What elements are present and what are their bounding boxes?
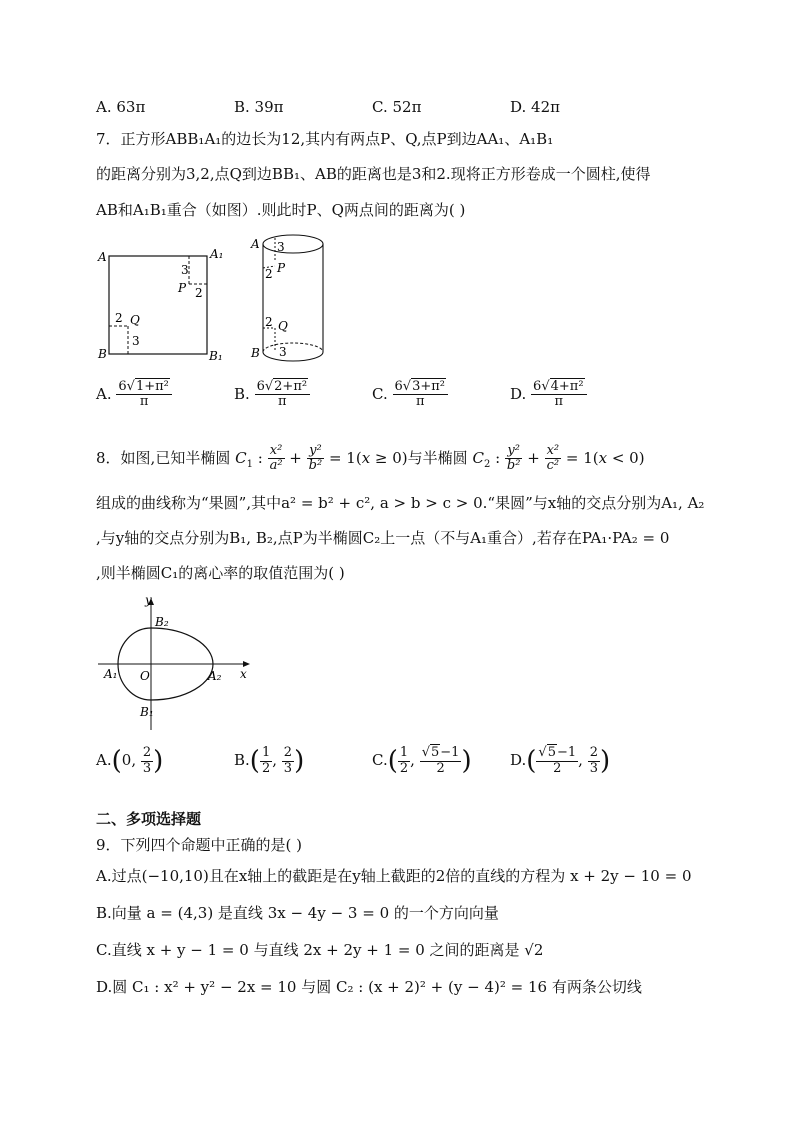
cyl-label-A: A	[251, 237, 260, 251]
q7-option-c: C. $\frac{\text{6√3+π²}}{\pi}$	[372, 380, 448, 410]
q8-option-c: C.( $\frac{1}{2}$ , $\frac{√5-1}{2}$ )	[372, 745, 472, 776]
square-outline	[109, 256, 207, 354]
label-A1: A₁	[104, 667, 118, 681]
q9-option-a: A.过点(−10,10)且在x轴上的截距是在y轴上截距的2倍的直线的方程为 x + 2y − 10 = 0	[96, 867, 692, 885]
q6-option-d: D. 42π	[510, 98, 560, 116]
q6-option-a: A. 63π	[96, 98, 146, 116]
q7-option-b: B. $\frac{\text{6√2+π²}}{\pi}$	[234, 380, 310, 410]
q7-cylinder-figure	[247, 230, 337, 366]
q8-line3: ,与y轴的交点分别为B₁, B₂,点P为半椭圆C₂上一点（不与A₁重合）,若存在PA₁·PA₂ = 0	[96, 529, 670, 547]
cyl-label-2-bottom: 2	[265, 315, 273, 329]
q8-figure	[94, 590, 259, 735]
q9-option-c: C.直线 x + y − 1 = 0 与直线 2x + 2y + 1 = 0 之间的距离是 √2	[96, 941, 544, 959]
cyl-label-P: P	[277, 261, 286, 275]
label-Q: Q	[130, 313, 140, 327]
q7-line1-text: 正方形ABB₁A₁的边长为12,其内有两点P、Q,点P到边AA₁、A₁B₁	[120, 130, 554, 148]
cyl-label-3-bottom: 3	[279, 345, 287, 359]
q8-option-a: A.(0, $\frac{2}{3}$ )	[96, 745, 164, 776]
q6-option-c: C. 52π	[372, 98, 422, 116]
q7-option-a: A. $\frac{\text{6√1+π²}}{\pi}$	[96, 380, 172, 410]
label-2-right: 2	[195, 286, 203, 300]
cylinder-bottom-back	[263, 343, 323, 352]
section-2-title: 二、多项选择题	[96, 810, 202, 828]
q8-option-d: D.( $\frac{√5-1}{2}$ , $\frac{2}{3}$ )	[510, 745, 611, 776]
q9-stem: 9．下列四个命题中正确的是( )	[96, 836, 303, 854]
label-2-left: 2	[115, 311, 123, 325]
label-3-top: 3	[181, 263, 189, 277]
label-B: B	[98, 347, 107, 361]
q7-option-d: D. $\frac{\text{6√4+π²}}{\pi}$	[510, 380, 587, 410]
cyl-label-3-top: 3	[277, 240, 285, 254]
q8-line4: ,则半椭圆C₁的离心率的取值范围为( )	[96, 564, 345, 582]
q7-line1	[96, 128, 553, 149]
q7-line2: 的距离分别为3,2,点Q到边BB₁、AB的距离也是3和2.现将正方形卷成一个圆柱,使得	[96, 165, 651, 183]
label-B1: B₁	[209, 349, 223, 363]
cylinder-top	[263, 235, 323, 253]
q6-option-b: B. 39π	[234, 98, 284, 116]
q8-line2: 组成的曲线称为“果圆”,其中a² = b² + c², a > b > c > 0.“果圆”与x轴的交点分别为A₁, A₂	[96, 494, 705, 512]
label-3-bottom: 3	[132, 334, 140, 348]
q-dash-cyl	[263, 328, 275, 352]
q7-line3: AB和A₁B₁重合（如图）.则此时P、Q两点间的距离为( )	[96, 201, 466, 219]
q8-option-b: B.( $\frac{1}{2}$ , $\frac{2}{3}$ )	[234, 745, 305, 776]
q9-option-b: B.向量 a = (4,3) 是直线 3x − 4y − 3 = 0 的一个方向向量	[96, 904, 499, 922]
label-B1: B₁	[140, 705, 154, 719]
label-A1: A₁	[210, 247, 224, 261]
cyl-label-Q: Q	[278, 319, 288, 333]
label-A2: A₂	[208, 669, 222, 683]
label-B2: B₂	[155, 615, 169, 629]
q9-option-d: D.圆 C₁ : x² + y² − 2x = 10 与圆 C₂ : (x + 2)² + (y − 4)² = 16 有两条公切线	[96, 978, 642, 996]
label-O: O	[140, 669, 150, 683]
cyl-label-2-top: 2	[265, 267, 273, 281]
label-y: y	[145, 593, 152, 607]
cylinder-bottom-front	[263, 352, 323, 361]
q7-square-figure	[92, 236, 232, 368]
label-x: x	[240, 667, 247, 681]
label-A: A	[98, 250, 107, 264]
label-P: P	[178, 281, 187, 295]
q7-number: 7．	[96, 130, 121, 148]
q8-line1: 8．如图,已知半椭圆 $C_1$ : $\frac{\text{x²}}{\text{a²}}$ + $\frac{\text{y²}}{\text{b²}}$ = 1(x ≥ 0)与半椭圆 $C_2$ : $\frac{\text{y²}}{\text{b²}}$ + $\frac{\text{x²}}{\text{c²}}$ = 1(x < 0)	[96, 443, 645, 474]
cyl-label-B: B	[251, 346, 260, 360]
